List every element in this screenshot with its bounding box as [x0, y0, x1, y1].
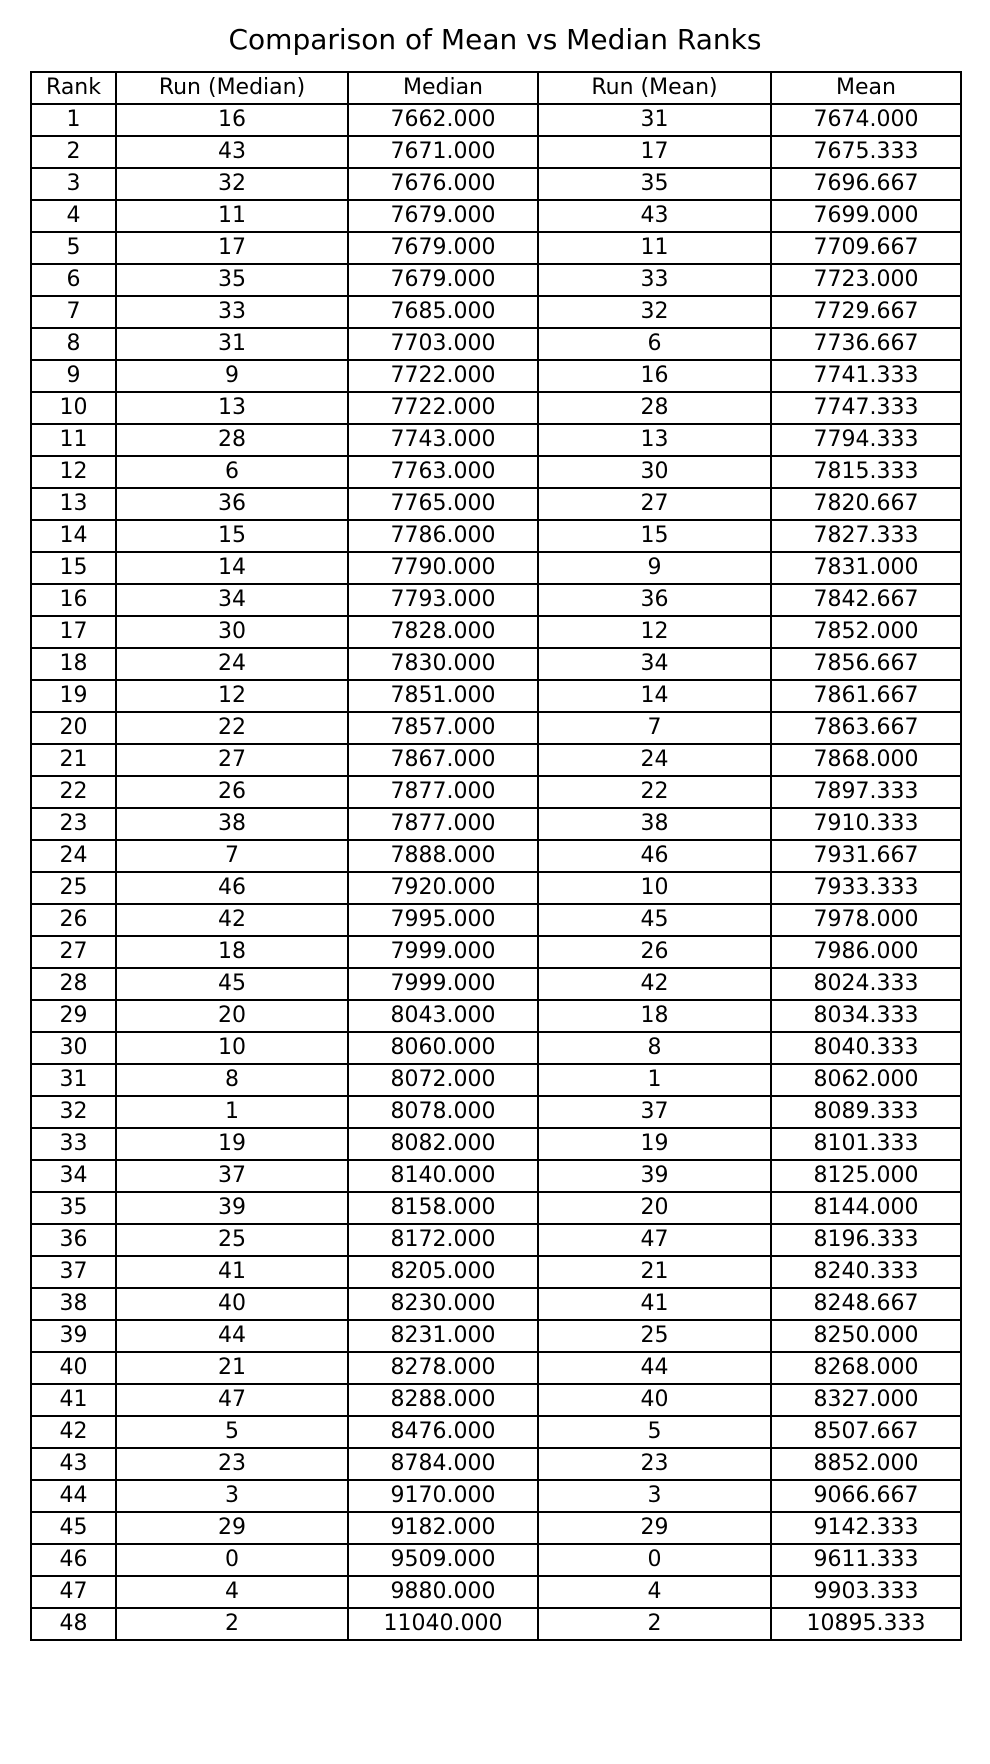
cell-run-median: 23 — [116, 1448, 348, 1480]
cell-rank: 30 — [31, 1032, 116, 1064]
cell-run-mean: 35 — [538, 168, 771, 200]
cell-run-median: 21 — [116, 1352, 348, 1384]
cell-median: 7888.000 — [348, 840, 538, 872]
cell-median: 8231.000 — [348, 1320, 538, 1352]
rank-comparison-table — [30, 71, 962, 1641]
cell-rank: 5 — [31, 232, 116, 264]
cell-run-mean: 30 — [538, 456, 771, 488]
table-body — [31, 104, 961, 1640]
cell-rank: 37 — [31, 1256, 116, 1288]
cell-mean: 7820.667 — [771, 488, 961, 520]
cell-median: 7790.000 — [348, 552, 538, 584]
cell-run-mean: 7 — [538, 712, 771, 744]
cell-rank: 24 — [31, 840, 116, 872]
cell-run-mean: 47 — [538, 1224, 771, 1256]
table-row — [31, 264, 961, 296]
cell-median: 7999.000 — [348, 968, 538, 1000]
cell-run-median: 32 — [116, 168, 348, 200]
table-row — [31, 744, 961, 776]
cell-run-mean: 11 — [538, 232, 771, 264]
cell-mean: 7986.000 — [771, 936, 961, 968]
cell-median: 7679.000 — [348, 232, 538, 264]
cell-run-median: 2 — [116, 1608, 348, 1640]
cell-run-median: 15 — [116, 520, 348, 552]
cell-rank: 20 — [31, 712, 116, 744]
cell-run-mean: 22 — [538, 776, 771, 808]
cell-mean: 8034.333 — [771, 1000, 961, 1032]
cell-median: 8158.000 — [348, 1192, 538, 1224]
cell-run-median: 28 — [116, 424, 348, 456]
cell-median: 8140.000 — [348, 1160, 538, 1192]
cell-median: 7920.000 — [348, 872, 538, 904]
cell-run-mean: 0 — [538, 1544, 771, 1576]
cell-mean: 7831.000 — [771, 552, 961, 584]
table-row — [31, 904, 961, 936]
cell-run-median: 35 — [116, 264, 348, 296]
cell-median: 9182.000 — [348, 1512, 538, 1544]
table-row — [31, 360, 961, 392]
cell-run-mean: 43 — [538, 200, 771, 232]
cell-run-mean: 41 — [538, 1288, 771, 1320]
cell-median: 7828.000 — [348, 616, 538, 648]
cell-run-median: 14 — [116, 552, 348, 584]
cell-rank: 42 — [31, 1416, 116, 1448]
cell-run-mean: 18 — [538, 1000, 771, 1032]
cell-median: 7722.000 — [348, 360, 538, 392]
table-row — [31, 1064, 961, 1096]
table-row — [31, 968, 961, 1000]
cell-mean: 9903.333 — [771, 1576, 961, 1608]
cell-rank: 18 — [31, 648, 116, 680]
cell-run-median: 46 — [116, 872, 348, 904]
cell-run-mean: 33 — [538, 264, 771, 296]
cell-rank: 9 — [31, 360, 116, 392]
table-row — [31, 840, 961, 872]
cell-mean: 7856.667 — [771, 648, 961, 680]
cell-run-mean: 23 — [538, 1448, 771, 1480]
cell-median: 7722.000 — [348, 392, 538, 424]
cell-run-median: 44 — [116, 1320, 348, 1352]
cell-median: 7999.000 — [348, 936, 538, 968]
cell-run-mean: 31 — [538, 104, 771, 136]
cell-run-mean: 32 — [538, 296, 771, 328]
cell-run-mean: 20 — [538, 1192, 771, 1224]
table-row — [31, 1576, 961, 1608]
cell-median: 7662.000 — [348, 104, 538, 136]
cell-run-mean: 6 — [538, 328, 771, 360]
cell-median: 8060.000 — [348, 1032, 538, 1064]
cell-run-median: 5 — [116, 1416, 348, 1448]
cell-rank: 23 — [31, 808, 116, 840]
cell-mean: 8327.000 — [771, 1384, 961, 1416]
cell-rank: 40 — [31, 1352, 116, 1384]
cell-run-mean: 42 — [538, 968, 771, 1000]
cell-run-mean: 29 — [538, 1512, 771, 1544]
cell-run-median: 47 — [116, 1384, 348, 1416]
table-row — [31, 1224, 961, 1256]
cell-run-mean: 3 — [538, 1480, 771, 1512]
cell-run-median: 19 — [116, 1128, 348, 1160]
cell-median: 8288.000 — [348, 1384, 538, 1416]
table-row — [31, 648, 961, 680]
cell-run-median: 42 — [116, 904, 348, 936]
cell-rank: 12 — [31, 456, 116, 488]
cell-rank: 26 — [31, 904, 116, 936]
cell-median: 8278.000 — [348, 1352, 538, 1384]
cell-median: 7851.000 — [348, 680, 538, 712]
cell-run-median: 8 — [116, 1064, 348, 1096]
table-row — [31, 232, 961, 264]
cell-median: 7857.000 — [348, 712, 538, 744]
table-row — [31, 1384, 961, 1416]
cell-rank: 38 — [31, 1288, 116, 1320]
table-row — [31, 1256, 961, 1288]
table-row — [31, 136, 961, 168]
cell-rank: 15 — [31, 552, 116, 584]
cell-run-mean: 2 — [538, 1608, 771, 1640]
cell-run-mean: 25 — [538, 1320, 771, 1352]
cell-run-median: 17 — [116, 232, 348, 264]
cell-run-mean: 8 — [538, 1032, 771, 1064]
cell-rank: 34 — [31, 1160, 116, 1192]
column-header-rank: Rank — [31, 72, 116, 104]
cell-mean: 8101.333 — [771, 1128, 961, 1160]
table-row — [31, 200, 961, 232]
cell-mean: 7852.000 — [771, 616, 961, 648]
cell-median: 7679.000 — [348, 264, 538, 296]
cell-run-median: 43 — [116, 136, 348, 168]
cell-run-median: 22 — [116, 712, 348, 744]
cell-mean: 7863.667 — [771, 712, 961, 744]
cell-mean: 7933.333 — [771, 872, 961, 904]
cell-run-median: 18 — [116, 936, 348, 968]
cell-mean: 7729.667 — [771, 296, 961, 328]
table-row — [31, 1608, 961, 1640]
cell-run-median: 13 — [116, 392, 348, 424]
cell-run-median: 39 — [116, 1192, 348, 1224]
table-row — [31, 1288, 961, 1320]
cell-run-median: 1 — [116, 1096, 348, 1128]
cell-rank: 35 — [31, 1192, 116, 1224]
cell-median: 8043.000 — [348, 1000, 538, 1032]
cell-median: 7743.000 — [348, 424, 538, 456]
cell-rank: 46 — [31, 1544, 116, 1576]
cell-mean: 9142.333 — [771, 1512, 961, 1544]
column-header-median: Median — [348, 72, 538, 104]
cell-run-mean: 26 — [538, 936, 771, 968]
cell-median: 8784.000 — [348, 1448, 538, 1480]
cell-median: 7793.000 — [348, 584, 538, 616]
cell-run-mean: 45 — [538, 904, 771, 936]
cell-run-mean: 17 — [538, 136, 771, 168]
cell-mean: 8248.667 — [771, 1288, 961, 1320]
table-row — [31, 1000, 961, 1032]
cell-rank: 39 — [31, 1320, 116, 1352]
cell-mean: 10895.333 — [771, 1608, 961, 1640]
cell-run-median: 29 — [116, 1512, 348, 1544]
cell-mean: 8250.000 — [771, 1320, 961, 1352]
table-row — [31, 296, 961, 328]
cell-median: 7676.000 — [348, 168, 538, 200]
table-row — [31, 872, 961, 904]
table-row — [31, 1448, 961, 1480]
cell-run-mean: 5 — [538, 1416, 771, 1448]
table-row — [31, 1416, 961, 1448]
cell-run-median: 37 — [116, 1160, 348, 1192]
table-row — [31, 776, 961, 808]
table-row — [31, 1480, 961, 1512]
cell-mean: 7978.000 — [771, 904, 961, 936]
cell-run-median: 7 — [116, 840, 348, 872]
cell-median: 7786.000 — [348, 520, 538, 552]
cell-run-median: 36 — [116, 488, 348, 520]
cell-run-median: 11 — [116, 200, 348, 232]
cell-mean: 7868.000 — [771, 744, 961, 776]
cell-mean: 8240.333 — [771, 1256, 961, 1288]
cell-rank: 32 — [31, 1096, 116, 1128]
cell-median: 11040.000 — [348, 1608, 538, 1640]
cell-run-mean: 37 — [538, 1096, 771, 1128]
cell-run-mean: 19 — [538, 1128, 771, 1160]
table-row — [31, 520, 961, 552]
cell-rank: 1 — [31, 104, 116, 136]
cell-median: 7685.000 — [348, 296, 538, 328]
chart-title: Comparison of Mean vs Median Ranks — [228, 23, 762, 56]
cell-mean: 7897.333 — [771, 776, 961, 808]
cell-median: 7877.000 — [348, 776, 538, 808]
table-header — [31, 72, 961, 104]
cell-mean: 7723.000 — [771, 264, 961, 296]
cell-run-median: 27 — [116, 744, 348, 776]
cell-run-median: 38 — [116, 808, 348, 840]
column-header-run-median: Run (Median) — [116, 72, 348, 104]
cell-run-median: 10 — [116, 1032, 348, 1064]
cell-run-mean: 13 — [538, 424, 771, 456]
cell-run-median: 30 — [116, 616, 348, 648]
cell-run-median: 41 — [116, 1256, 348, 1288]
table-row — [31, 1320, 961, 1352]
table-row — [31, 488, 961, 520]
cell-run-median: 45 — [116, 968, 348, 1000]
cell-median: 8082.000 — [348, 1128, 538, 1160]
cell-run-median: 20 — [116, 1000, 348, 1032]
cell-rank: 25 — [31, 872, 116, 904]
cell-run-median: 33 — [116, 296, 348, 328]
cell-mean: 7842.667 — [771, 584, 961, 616]
cell-mean: 8268.000 — [771, 1352, 961, 1384]
cell-rank: 33 — [31, 1128, 116, 1160]
cell-mean: 8062.000 — [771, 1064, 961, 1096]
cell-run-mean: 1 — [538, 1064, 771, 1096]
table-row — [31, 1032, 961, 1064]
cell-rank: 16 — [31, 584, 116, 616]
cell-mean: 9066.667 — [771, 1480, 961, 1512]
cell-mean: 8144.000 — [771, 1192, 961, 1224]
cell-median: 7763.000 — [348, 456, 538, 488]
cell-rank: 41 — [31, 1384, 116, 1416]
cell-median: 7765.000 — [348, 488, 538, 520]
cell-median: 9880.000 — [348, 1576, 538, 1608]
cell-mean: 8040.333 — [771, 1032, 961, 1064]
cell-rank: 2 — [31, 136, 116, 168]
cell-mean: 7674.000 — [771, 104, 961, 136]
cell-mean: 7741.333 — [771, 360, 961, 392]
table-row — [31, 1512, 961, 1544]
cell-median: 8205.000 — [348, 1256, 538, 1288]
cell-rank: 36 — [31, 1224, 116, 1256]
cell-mean: 8507.667 — [771, 1416, 961, 1448]
table-row — [31, 104, 961, 136]
cell-mean: 8196.333 — [771, 1224, 961, 1256]
cell-run-mean: 10 — [538, 872, 771, 904]
cell-rank: 22 — [31, 776, 116, 808]
table-row — [31, 1096, 961, 1128]
cell-run-median: 24 — [116, 648, 348, 680]
cell-run-mean: 34 — [538, 648, 771, 680]
cell-mean: 8024.333 — [771, 968, 961, 1000]
cell-median: 7679.000 — [348, 200, 538, 232]
table-row — [31, 936, 961, 968]
cell-run-mean: 16 — [538, 360, 771, 392]
cell-mean: 8125.000 — [771, 1160, 961, 1192]
cell-mean: 7827.333 — [771, 520, 961, 552]
cell-rank: 13 — [31, 488, 116, 520]
cell-run-median: 12 — [116, 680, 348, 712]
cell-rank: 27 — [31, 936, 116, 968]
cell-median: 7867.000 — [348, 744, 538, 776]
cell-rank: 48 — [31, 1608, 116, 1640]
table-row — [31, 1352, 961, 1384]
cell-mean: 7910.333 — [771, 808, 961, 840]
cell-mean: 7736.667 — [771, 328, 961, 360]
cell-run-median: 3 — [116, 1480, 348, 1512]
cell-mean: 7675.333 — [771, 136, 961, 168]
cell-median: 8072.000 — [348, 1064, 538, 1096]
cell-run-median: 25 — [116, 1224, 348, 1256]
cell-rank: 17 — [31, 616, 116, 648]
table-row — [31, 392, 961, 424]
cell-rank: 14 — [31, 520, 116, 552]
table-row — [31, 456, 961, 488]
cell-run-median: 16 — [116, 104, 348, 136]
cell-run-mean: 28 — [538, 392, 771, 424]
cell-run-mean: 9 — [538, 552, 771, 584]
cell-mean: 7709.667 — [771, 232, 961, 264]
cell-median: 9170.000 — [348, 1480, 538, 1512]
cell-rank: 21 — [31, 744, 116, 776]
cell-run-median: 26 — [116, 776, 348, 808]
cell-rank: 11 — [31, 424, 116, 456]
cell-rank: 44 — [31, 1480, 116, 1512]
cell-run-mean: 38 — [538, 808, 771, 840]
cell-run-median: 4 — [116, 1576, 348, 1608]
cell-rank: 31 — [31, 1064, 116, 1096]
cell-mean: 7815.333 — [771, 456, 961, 488]
cell-run-mean: 27 — [538, 488, 771, 520]
table-row — [31, 808, 961, 840]
table-row — [31, 328, 961, 360]
cell-median: 8172.000 — [348, 1224, 538, 1256]
cell-median: 8078.000 — [348, 1096, 538, 1128]
cell-run-mean: 39 — [538, 1160, 771, 1192]
cell-run-mean: 21 — [538, 1256, 771, 1288]
cell-run-mean: 36 — [538, 584, 771, 616]
table-row — [31, 168, 961, 200]
cell-median: 7830.000 — [348, 648, 538, 680]
cell-mean: 7794.333 — [771, 424, 961, 456]
table-row — [31, 616, 961, 648]
cell-run-mean: 44 — [538, 1352, 771, 1384]
cell-mean: 7861.667 — [771, 680, 961, 712]
cell-run-median: 31 — [116, 328, 348, 360]
table-row — [31, 1544, 961, 1576]
cell-run-mean: 14 — [538, 680, 771, 712]
cell-median: 7995.000 — [348, 904, 538, 936]
cell-mean: 7699.000 — [771, 200, 961, 232]
cell-rank: 8 — [31, 328, 116, 360]
cell-rank: 10 — [31, 392, 116, 424]
table-row — [31, 712, 961, 744]
cell-rank: 28 — [31, 968, 116, 1000]
cell-rank: 45 — [31, 1512, 116, 1544]
cell-mean: 8852.000 — [771, 1448, 961, 1480]
cell-rank: 29 — [31, 1000, 116, 1032]
cell-run-mean: 24 — [538, 744, 771, 776]
cell-run-median: 40 — [116, 1288, 348, 1320]
cell-run-mean: 46 — [538, 840, 771, 872]
cell-mean: 9611.333 — [771, 1544, 961, 1576]
cell-rank: 4 — [31, 200, 116, 232]
column-header-mean: Mean — [771, 72, 961, 104]
cell-median: 7703.000 — [348, 328, 538, 360]
cell-rank: 6 — [31, 264, 116, 296]
cell-run-median: 6 — [116, 456, 348, 488]
cell-rank: 43 — [31, 1448, 116, 1480]
cell-mean: 7747.333 — [771, 392, 961, 424]
header-row — [31, 72, 961, 104]
cell-median: 7877.000 — [348, 808, 538, 840]
table-row — [31, 424, 961, 456]
cell-median: 9509.000 — [348, 1544, 538, 1576]
cell-run-mean: 12 — [538, 616, 771, 648]
cell-mean: 8089.333 — [771, 1096, 961, 1128]
cell-run-mean: 15 — [538, 520, 771, 552]
table-row — [31, 680, 961, 712]
cell-mean: 7931.667 — [771, 840, 961, 872]
cell-rank: 3 — [31, 168, 116, 200]
table-row — [31, 1192, 961, 1224]
cell-median: 8230.000 — [348, 1288, 538, 1320]
table-row — [31, 584, 961, 616]
cell-rank: 7 — [31, 296, 116, 328]
cell-run-mean: 4 — [538, 1576, 771, 1608]
cell-mean: 7696.667 — [771, 168, 961, 200]
cell-run-mean: 40 — [538, 1384, 771, 1416]
column-header-run-mean: Run (Mean) — [538, 72, 771, 104]
table-row — [31, 1128, 961, 1160]
table-row — [31, 1160, 961, 1192]
cell-median: 7671.000 — [348, 136, 538, 168]
cell-rank: 19 — [31, 680, 116, 712]
cell-rank: 47 — [31, 1576, 116, 1608]
cell-median: 8476.000 — [348, 1416, 538, 1448]
cell-run-median: 9 — [116, 360, 348, 392]
cell-run-median: 34 — [116, 584, 348, 616]
cell-run-median: 0 — [116, 1544, 348, 1576]
table-row — [31, 552, 961, 584]
